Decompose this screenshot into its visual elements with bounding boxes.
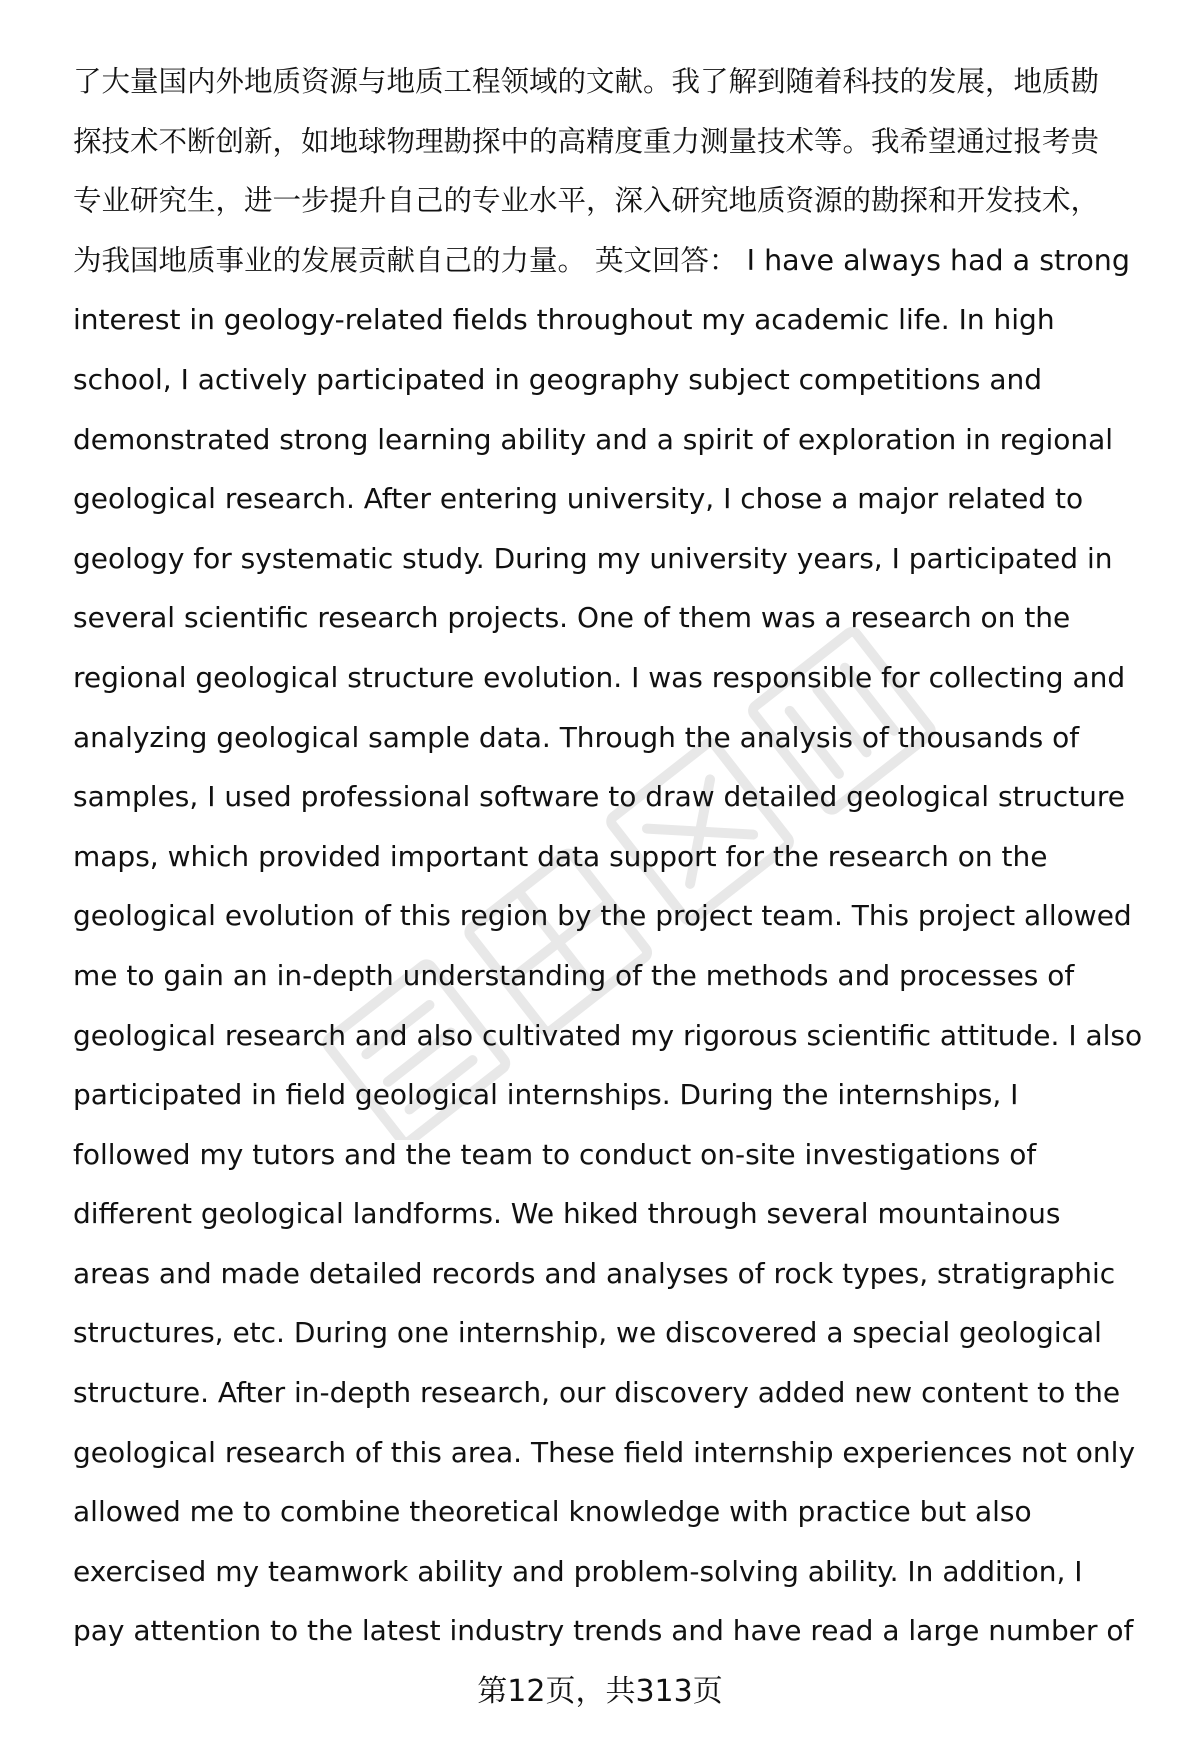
text-line: structure. After in-depth research, our discovery added new content to the xyxy=(73,1376,1121,1410)
text-line: interest in geology-related fields throughout my academic life. In high xyxy=(73,303,1055,337)
text-line: areas and made detailed records and analyses of rock types, stratigraphic xyxy=(73,1256,1116,1290)
text-line: geological research and also cultivated my rigorous scientific attitude. I also xyxy=(73,1018,1143,1052)
text-line: analyzing geological sample data. Through the analysis of thousands of xyxy=(73,720,1080,754)
text-line: samples, I used professional software to draw detailed geological structure xyxy=(73,780,1126,814)
text-line: 专业研究生，进一步提升自己的专业水平，深入研究地质资源的勘探和开发技术， xyxy=(73,184,1100,218)
text-line: school, I actively participated in geography subject competitions and xyxy=(73,362,1043,396)
text-line: geological evolution of this region by the project team. This project allowed xyxy=(73,899,1132,933)
text-line: maps, which provided important data support for the research on the xyxy=(73,839,1048,873)
body-text xyxy=(73,52,1153,1661)
text-line: 为我国地质事业的发展贡献自己的力量。 英文回答： I have always had a strong xyxy=(73,243,1130,277)
text-line: regional geological structure evolution. I was responsible for collecting and xyxy=(73,660,1126,694)
text-line: pay attention to the latest industry trends and have read a large number of xyxy=(73,1614,1134,1648)
text-line: structures, etc. During one internship, we discovered a special geological xyxy=(73,1316,1102,1350)
text-line: participated in field geological internships. During the internships, I xyxy=(73,1078,1019,1112)
text-line: exercised my teamwork ability and problem-solving ability. In addition, I xyxy=(73,1554,1083,1588)
text-line: demonstrated strong learning ability and a spirit of exploration in regional xyxy=(73,422,1114,456)
text-line: several scientific research projects. One of them was a research on the xyxy=(73,601,1071,635)
text-line: geology for systematic study. During my university years, I participated in xyxy=(73,541,1113,575)
text-line: different geological landforms. We hiked through several mountainous xyxy=(73,1197,1061,1231)
text-line: me to gain an in-depth understanding of the methods and processes of xyxy=(73,958,1075,992)
text-line: followed my tutors and the team to conduct on-site investigations of xyxy=(73,1137,1037,1171)
page-number: 第12页，共313页 xyxy=(477,1674,723,1709)
text-line: geological research of this area. These field internship experiences not only xyxy=(73,1435,1136,1469)
text-line: geological research. After entering university, I chose a major related to xyxy=(73,482,1084,516)
text-line: 了大量国内外地质资源与地质工程领域的文献。我了解到随着科技的发展，地质勘 xyxy=(73,65,1100,98)
text-line: allowed me to combine theoretical knowledge with practice but also xyxy=(73,1495,1032,1529)
text-line: 探技术不断创新，如地球物理勘探中的高精度重力测量技术等。我希望通过报考贵 xyxy=(73,124,1100,158)
